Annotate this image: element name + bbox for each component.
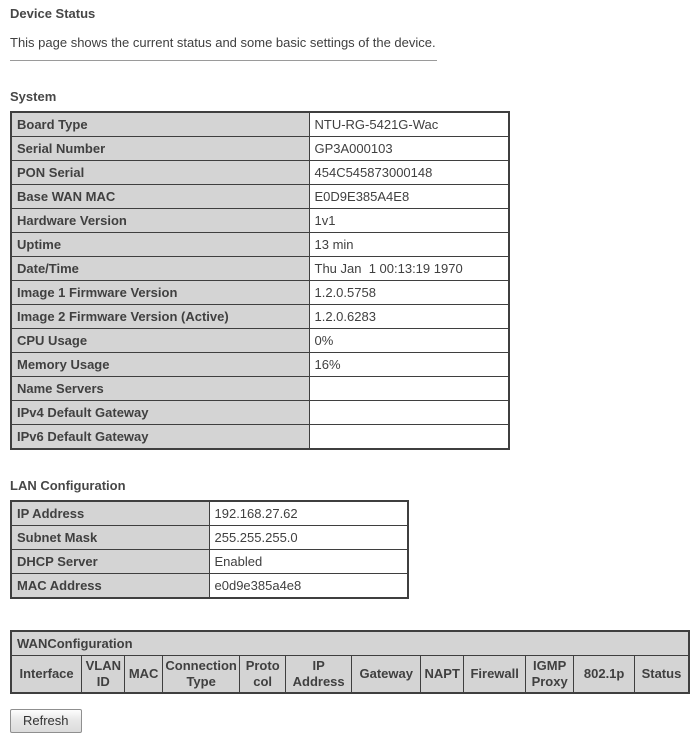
system-heading: System [10,89,57,104]
table-row [11,377,509,401]
wan-column-header: Status [634,656,689,694]
wan-column-header: Firewall [464,656,526,694]
row-label: Memory Usage [11,353,309,377]
row-value: GP3A000103 [309,137,509,161]
wan-column-header: Connection Type [162,656,240,694]
row-label: Subnet Mask [11,526,209,550]
table-row [11,305,509,329]
row-label: CPU Usage [11,329,309,353]
row-label: Serial Number [11,137,309,161]
row-label: Hardware Version [11,209,309,233]
row-label: MAC Address [11,574,209,599]
row-label: PON Serial [11,161,309,185]
table-row [11,401,509,425]
lan-table [10,500,409,599]
row-label: IP Address [11,501,209,526]
row-value [309,377,509,401]
table-row [11,425,509,450]
table-row [11,574,408,599]
row-label: Base WAN MAC [11,185,309,209]
row-value: 454C545873000148 [309,161,509,185]
row-value [309,401,509,425]
wan-column-header: Gateway [352,656,421,694]
row-label: IPv4 Default Gateway [11,401,309,425]
page-title: Device Status [10,6,96,21]
table-row [11,526,408,550]
row-value: E0D9E385A4E8 [309,185,509,209]
row-value: 13 min [309,233,509,257]
wan-column-header: IP Address [285,656,352,694]
row-label: IPv6 Default Gateway [11,425,309,450]
wan-column-header: 802.1p [574,656,635,694]
row-value: NTU-RG-5421G-Wac [309,112,509,137]
wan-table [10,630,690,694]
wan-column-header: Protocol [240,656,285,694]
row-label: Board Type [11,112,309,137]
table-row [11,550,408,574]
table-row [11,233,509,257]
row-value: 255.255.255.0 [209,526,408,550]
wan-table-title: WANConfiguration [11,631,689,656]
wan-column-header: VLAN ID [82,656,125,694]
row-label: Image 2 Firmware Version (Active) [11,305,309,329]
divider [10,60,437,61]
row-value: 1.2.0.5758 [309,281,509,305]
row-label: Date/Time [11,257,309,281]
system-table [10,111,510,450]
table-row [11,161,509,185]
row-value: 192.168.27.62 [209,501,408,526]
table-row [11,209,509,233]
row-label: DHCP Server [11,550,209,574]
table-row [11,501,408,526]
row-value: Thu Jan 1 00:13:19 1970 [309,257,509,281]
table-row [11,185,509,209]
row-value: 1.2.0.6283 [309,305,509,329]
table-row [11,281,509,305]
row-label: Image 1 Firmware Version [11,281,309,305]
table-row [11,353,509,377]
table-row [11,137,509,161]
table-row [11,329,509,353]
row-value: 1v1 [309,209,509,233]
wan-column-header: Interface [11,656,82,694]
page-description: This page shows the current status and some basic settings of the device. [10,35,436,50]
wan-column-header: IGMP Proxy [525,656,573,694]
row-value: e0d9e385a4e8 [209,574,408,599]
row-value: Enabled [209,550,408,574]
row-value: 0% [309,329,509,353]
row-value: 16% [309,353,509,377]
row-label: Uptime [11,233,309,257]
wan-column-header: NAPT [421,656,464,694]
table-row [11,257,509,281]
lan-heading: LAN Configuration [10,478,126,493]
row-value [309,425,509,450]
row-label: Name Servers [11,377,309,401]
table-row [11,112,509,137]
wan-header-row [11,656,689,694]
refresh-button[interactable]: Refresh [10,709,82,733]
wan-column-header: MAC [125,656,162,694]
